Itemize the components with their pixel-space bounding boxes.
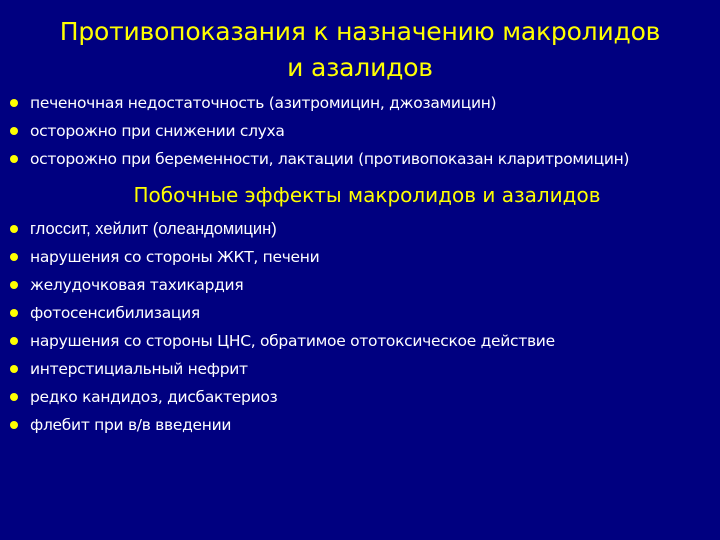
list-item-text: флебит при в/в введении bbox=[30, 416, 232, 434]
list-item-text: нарушения со стороны ЖКТ, печени bbox=[30, 248, 320, 266]
list-item-text: осторожно при беременности, лактации (противопоказан кларитромицин) bbox=[30, 150, 630, 168]
list-item-text: глоссит, хейлит (олеандомицин) bbox=[30, 220, 277, 238]
bullet-icon bbox=[10, 393, 18, 401]
contraindications-list bbox=[8, 92, 629, 176]
bullet-icon bbox=[10, 281, 18, 289]
bullet-icon bbox=[10, 421, 18, 429]
list-item-text: печеночная недостаточность (азитромицин, джозамицин) bbox=[30, 94, 497, 112]
list-item-text: нарушения со стороны ЦНС, обратимое ототоксическое действие bbox=[30, 332, 555, 350]
list-item bbox=[8, 386, 555, 414]
title-line-2: и азалидов bbox=[287, 53, 433, 82]
list-item-text: фотосенсибилизация bbox=[30, 304, 200, 322]
list-item bbox=[8, 218, 555, 246]
side-effects-list bbox=[8, 218, 555, 442]
list-item bbox=[8, 274, 555, 302]
list-item-text: интерстициальный нефрит bbox=[30, 360, 248, 378]
list-item-text: осторожно при снижении слуха bbox=[30, 122, 285, 140]
list-item bbox=[8, 148, 629, 176]
list-item bbox=[8, 92, 629, 120]
list-item-text: редко кандидоз, дисбактериоз bbox=[30, 388, 278, 406]
list-item bbox=[8, 246, 555, 274]
list-item bbox=[8, 302, 555, 330]
bullet-icon bbox=[10, 253, 18, 261]
bullet-icon bbox=[10, 155, 18, 163]
bullet-icon bbox=[10, 127, 18, 135]
bullet-icon bbox=[10, 225, 18, 233]
list-item bbox=[8, 358, 555, 386]
bullet-icon bbox=[10, 337, 18, 345]
list-item bbox=[8, 120, 629, 148]
bullet-icon bbox=[10, 365, 18, 373]
list-item-text: желудочковая тахикардия bbox=[30, 276, 244, 294]
slide-title bbox=[0, 14, 720, 86]
list-item bbox=[8, 330, 555, 358]
bullet-icon bbox=[10, 309, 18, 317]
list-item bbox=[8, 414, 555, 442]
side-effects-heading: Побочные эффекты макролидов и азалидов bbox=[133, 183, 601, 207]
title-line-1: Противопоказания к назначению макролидов bbox=[59, 17, 661, 46]
bullet-icon bbox=[10, 99, 18, 107]
